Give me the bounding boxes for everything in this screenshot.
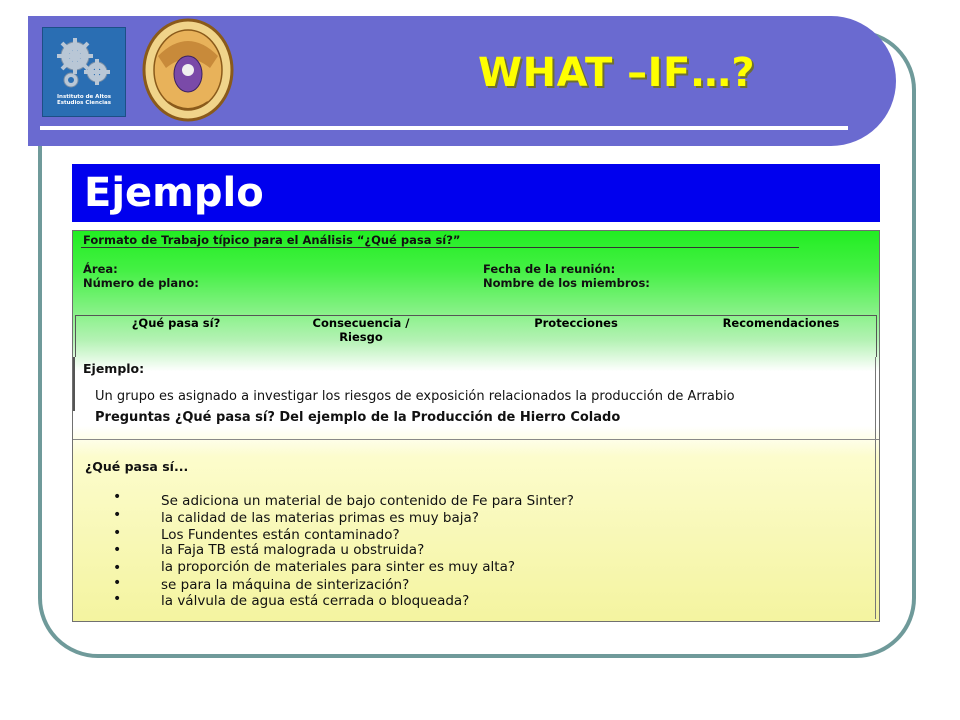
institute-logo	[42, 27, 126, 117]
question-item: Los Fundentes están contaminado?	[161, 527, 400, 543]
plan-label: Número de plano:	[83, 276, 199, 290]
bullet-icon: •	[113, 560, 122, 576]
questions-title: Preguntas ¿Qué pasa sí? Del ejemplo de la Producción de Hierro Colado	[95, 410, 621, 425]
example-description: Un grupo es asignado a investigar los riesgos de exposición relacionados la producción de Arrabio	[95, 389, 735, 404]
bullet-icon: •	[113, 507, 122, 523]
area-label: Área:	[83, 262, 118, 276]
bullet-icon: •	[113, 591, 122, 607]
slide-title: WHAT –IF…?	[478, 50, 756, 96]
university-seal-icon	[138, 16, 238, 124]
bullet-icon: •	[113, 542, 122, 558]
bullet-icon: •	[113, 575, 122, 591]
column-header: Recomendaciones	[722, 316, 840, 330]
gears-icon	[51, 34, 117, 92]
bullet-icon: •	[113, 489, 122, 505]
question-item: la Faja TB está malograda u obstruida?	[161, 542, 425, 558]
columns-header	[75, 315, 877, 357]
column-header: Consecuencia / Riesgo	[312, 316, 410, 344]
right-rule	[875, 357, 876, 619]
what-if-label: ¿Qué pasa sí...	[85, 459, 189, 474]
column-header: Protecciones	[534, 316, 618, 330]
separator	[73, 439, 880, 440]
question-item: la válvula de agua está cerrada o bloqueada?	[161, 593, 470, 609]
heading-underline	[81, 247, 799, 248]
members-label: Nombre de los miembros:	[483, 276, 650, 290]
section-bar	[72, 164, 880, 222]
left-rule	[73, 357, 75, 411]
section-title: Ejemplo	[84, 170, 264, 216]
header-divider	[40, 126, 848, 130]
form-heading: Formato de Trabajo típico para el Análisis “¿Qué pasa sí?”	[83, 233, 461, 247]
worksheet-image	[72, 230, 880, 622]
example-label: Ejemplo:	[83, 361, 145, 376]
column-header: ¿Qué pasa sí?	[131, 316, 221, 330]
date-label: Fecha de la reunión:	[483, 262, 616, 276]
question-item: se para la máquina de sinterización?	[161, 577, 410, 593]
question-item: Se adiciona un material de bajo contenido de Fe para Sinter?	[161, 493, 574, 509]
question-item: la proporción de materiales para sinter es muy alta?	[161, 559, 516, 575]
institute-logo-text: Instituto de Altos Estudios Ciencias	[56, 94, 112, 107]
question-item: la calidad de las materias primas es muy baja?	[161, 510, 479, 526]
bullet-icon: •	[113, 525, 122, 541]
